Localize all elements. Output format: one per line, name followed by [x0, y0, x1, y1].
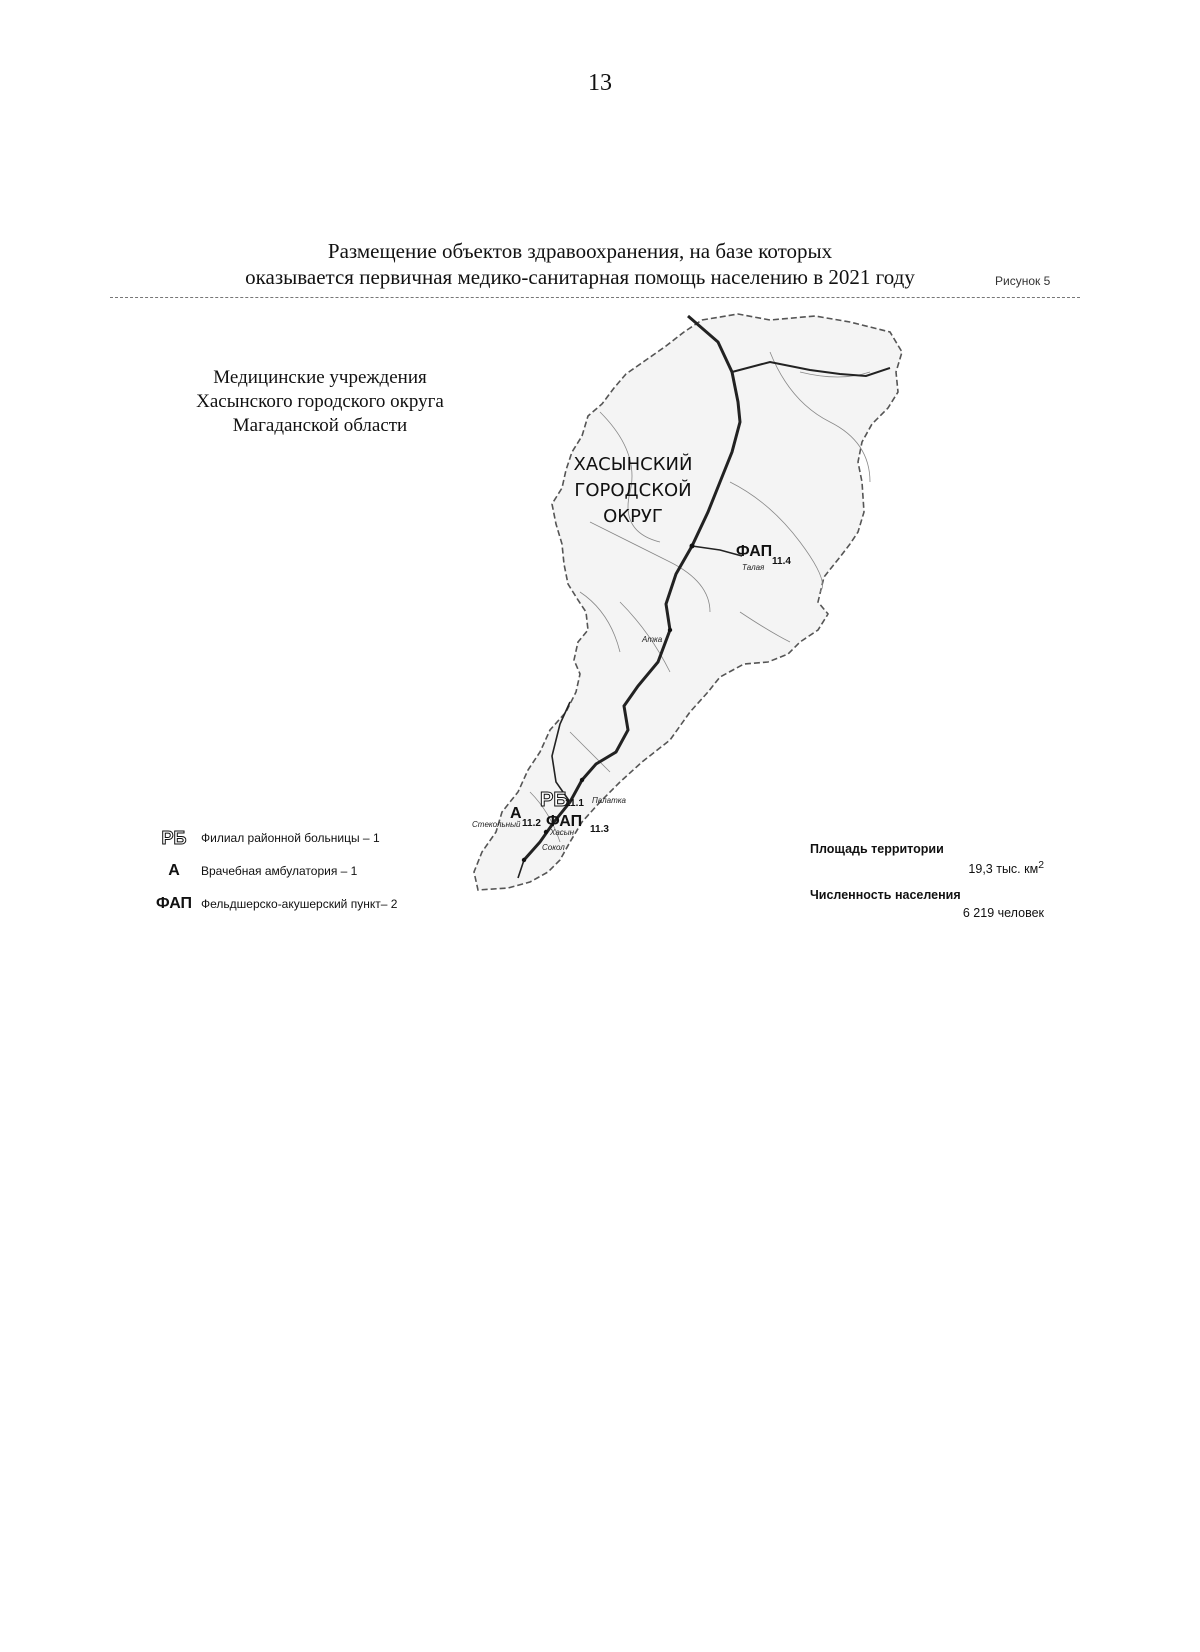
figure-title-line-1: Размещение объектов здравоохранения, на базе которых	[327, 239, 833, 263]
legend-item-fap	[155, 893, 397, 915]
area-number: 19,3 тыс. км	[968, 862, 1039, 877]
legend-text-rb: Филиал районной больницы – 1	[201, 831, 380, 845]
page-number: 13	[588, 70, 612, 96]
area-unit-exponent: 2	[1038, 860, 1044, 871]
legend-item-rb	[155, 827, 397, 849]
figure-label: Рисунок 5	[995, 274, 1051, 288]
region-label-line-2: ГОРОДСКОЙ	[574, 480, 692, 501]
title-rule	[110, 297, 1080, 298]
settlement-palatka: Палатка	[592, 796, 627, 805]
legend-text-fap: Фельдшерско-акушерский пункт– 2	[201, 897, 398, 911]
region-label-line-3: ОКРУГ	[603, 506, 663, 527]
caption-line-2: Хасынского городского округа	[196, 391, 444, 412]
marker-fap-code: 11.4	[772, 556, 791, 567]
district-stats	[810, 842, 1050, 920]
settlement-khasyn: Хасын	[550, 828, 575, 837]
legend-symbol-rb: РБ	[161, 827, 187, 848]
map-legend	[155, 827, 397, 926]
region-label-line-1: ХАСЫНСКИЙ	[573, 454, 693, 475]
settlement-sokol: Сокол	[542, 843, 565, 852]
caption-line-3: Магаданской области	[232, 415, 408, 436]
population-value: 6 219 человек	[962, 906, 1044, 921]
marker-a-code: 11.2	[522, 818, 541, 829]
settlement-talaya: Талая	[742, 563, 765, 572]
figure-title	[200, 238, 960, 290]
marker-rb-code: 11.1	[565, 798, 584, 809]
marker-fap2-code: 11.3	[590, 824, 609, 835]
district-boundary	[474, 314, 902, 890]
marker-rb-symbol: РБ	[540, 789, 568, 811]
population-label: Численность населения	[810, 888, 961, 903]
marker-a-symbol: А	[510, 805, 522, 822]
settlement-atka: Атка	[642, 635, 663, 644]
map-caption	[150, 366, 490, 438]
area-label: Площадь территории	[810, 842, 944, 856]
legend-symbol-a: А	[168, 862, 180, 879]
legend-item-a	[155, 860, 397, 882]
caption-line-1: Медицинские учреждения	[213, 367, 427, 388]
settlement-stekolny: Стекольный	[472, 820, 521, 829]
legend-symbol-fap: ФАП	[155, 895, 193, 912]
marker-fap-symbol: ФАП	[736, 543, 773, 560]
area-value	[810, 860, 1044, 876]
marker-fap2-symbol: ФАП	[546, 813, 583, 830]
figure-title-line-2: оказывается первичная медико-санитарная помощь населению в 2021 году	[245, 265, 915, 289]
legend-text-a: Врачебная амбулатория – 1	[201, 864, 358, 878]
